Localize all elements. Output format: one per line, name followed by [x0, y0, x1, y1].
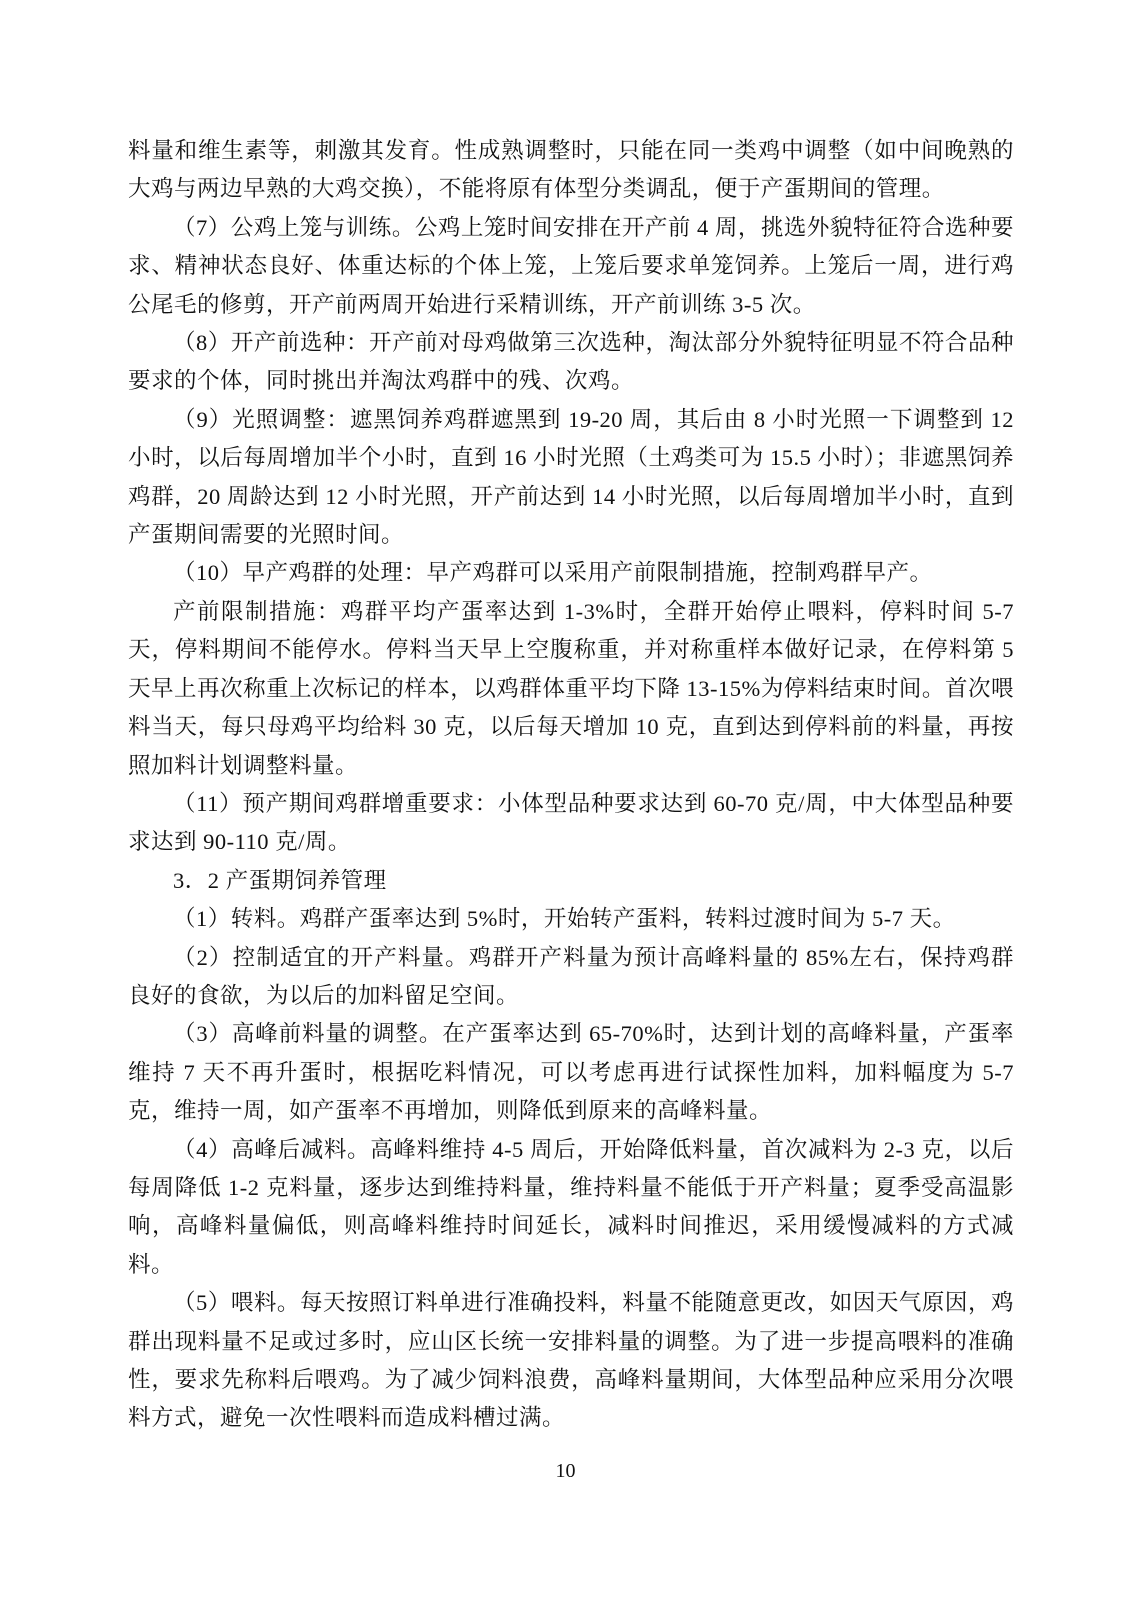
paragraph: （1）转料。鸡群产蛋率达到 5%时，开始转产蛋料，转料过渡时间为 5-7 天。: [173, 906, 956, 932]
paragraph: （4）高峰后减料。高峰料维持 4-5 周后，开始降低料量，首次减料为 2-3 克，以后每周降低 1-2 克料量，逐步达到维持料量，维持料量不能低于开产料量；夏季受高温影响，高峰料量偏低，则高峰料维持时间延长，减料时间推迟，采用缓慢减料的方式减料。: [128, 1136, 1014, 1277]
paragraph: 料量和维生素等，刺激其发育。性成熟调整时，只能在同一类鸡中调整（如中间晚熟的大鸡与两边早熟的大鸡交换），不能将原有体型分类调乱，便于产蛋期间的管理。: [128, 138, 1014, 202]
paragraph: （8）开产前选种：开产前对母鸡做第三次选种，淘汰部分外貌特征明显不符合品种要求的个体，同时挑出并淘汰鸡群中的残、次鸡。: [128, 330, 1014, 394]
paragraph: （9）光照调整：遮黑饲养鸡群遮黑到 19-20 周，其后由 8 小时光照一下调整到 12 小时，以后每周增加半个小时，直到 16 小时光照（土鸡类可为 15.5 小时）；非遮黑饲养鸡群，20 周龄达到 12 小时光照，开产前达到 14 小时光照，以后每周增加半小时，直到产蛋期间需要的光照时间。: [128, 406, 1014, 548]
paragraph: （7）公鸡上笼与训练。公鸡上笼时间安排在开产前 4 周，挑选外貌特征符合选种要求、精神状态良好、体重达标的个体上笼，上笼后要求单笼饲养。上笼后一周，进行鸡公尾毛的修剪，开产前两周开始进行采精训练，开产前训练 3-5 次。: [128, 214, 1014, 317]
body-text: [128, 132, 1014, 1438]
page-number: 10: [555, 1460, 576, 1482]
paragraph: （3）高峰前料量的调整。在产蛋率达到 65-70%时，达到计划的高峰料量，产蛋率维持 7 天不再升蛋时，根据吃料情况，可以考虑再进行试探性加料，加料幅度为 5-7 克，维持一周，如产蛋率不再增加，则降低到原来的高峰料量。: [128, 1021, 1014, 1124]
paragraph: （5）喂料。每天按照订料单进行准确投料，料量不能随意更改，如因天气原因，鸡群出现料量不足或过多时，应山区长统一安排料量的调整。为了进一步提高喂料的准确性，要求先称料后喂鸡。为了减少饲料浪费，高峰料量期间，大体型品种应采用分次喂料方式，避免一次性喂料而造成料槽过满。: [128, 1290, 1014, 1431]
paragraph: （2）控制适宜的开产料量。鸡群开产料量为预计高峰料量的 85%左右，保持鸡群良好的食欲，为以后的加料留足空间。: [128, 944, 1014, 1008]
paragraph: 产前限制措施：鸡群平均产蛋率达到 1-3%时，全群开始停止喂料，停料时间 5-7 天，停料期间不能停水。停料当天早上空腹称重，并对称重样本做好记录，在停料第 5 天早上再次称重上次标记的样本，以鸡群体重平均下降 13-15%为停料结束时间。首次喂料当天，每只母鸡平均给料 30 克，以后每天增加 10 克，直到达到停料前的料量，再按照加料计划调整料量。: [128, 598, 1014, 778]
paragraph: （11）预产期间鸡群增重要求：小体型品种要求达到 60-70 克/周，中大体型品种要求达到 90-110 克/周。: [128, 790, 1014, 855]
paragraph: （10）早产鸡群的处理：早产鸡群可以采用产前限制措施，控制鸡群早产。: [173, 560, 933, 586]
section-heading: 3．2 产蛋期饲养管理: [173, 867, 387, 893]
